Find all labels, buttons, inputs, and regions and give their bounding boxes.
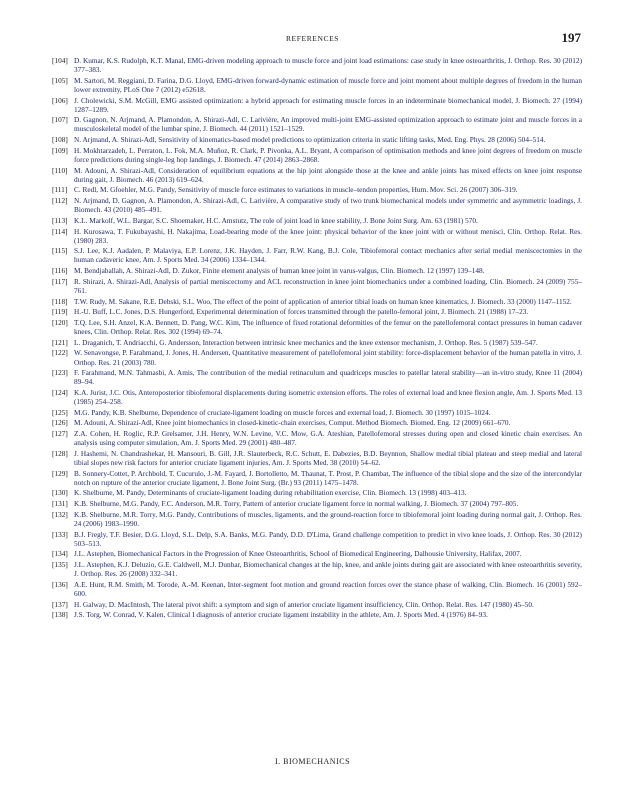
page-number: 197 [561,30,581,45]
reference-entry [52,266,582,275]
reference-number: [107] [52,115,68,125]
reference-text: F. Farahmand, M.N. Tahmasbi, A. Amis, The contribution of the medial retinaculum and quadriceps muscles to patellar lateral stability—an in-vitro study, Knee 11 (2004) 89–94. [74,368,582,387]
reference-entry [52,185,582,194]
reference-number: [128] [52,448,68,458]
reference-number: [118] [52,296,68,306]
reference-text: M. Adouni, A. Shirazi-Adl, Knee joint biomechanics in closed-kinetic-chain exercises, Comput. Method Biomech. Biomed. Eng. 12 (2009) 661–670. [74,418,511,428]
reference-number: [119] [52,307,68,317]
reference-text: K.B. Shelburne, M.G. Pandy, F.C. Anderson, M.R. Torry, Pattern of anterior cruciate ligament force in normal walking, J. Biomech. 37 (2004) 797–805. [74,499,519,509]
reference-number: [133] [52,529,68,539]
reference-entry [52,297,582,306]
reference-text: D. Gagnon, N. Arjmand, A. Plamondon, A. Shirazi-Adl, C. Larivière, An improved multi-joint EMG-assisted optimization approach to estimate joint and muscle forces in a musculoskeletal model of the lumbar spine, J. Biomech. 44 (2011) 1521–1529. [74,115,582,134]
reference-entry [52,600,582,609]
reference-text: J. Hashemi, N. Chandrashekar, H. Mansouri, B. Gill, J.R. Slauterbeck, R.C. Schutt, E. Dabezies, B.D. Beynnon, Shallow medial tibial plateau and steep medial and lateral tibial slopes new risk factors for anterior cruciate ligament injuries, Am. J. Sports Med. 38 (2010) 54–62. [74,448,582,467]
reference-number: [127] [52,429,68,439]
reference-number: [121] [52,337,68,347]
reference-text: K.A. Jurist, J.C. Otis, Anteroposterior tibiofemoral displacements during isometric extension efforts. The roles of external load and knee flexion angle, Am. J. Sports Med. 13 (1985) 254–258. [74,387,582,407]
reference-number: [116] [52,266,68,276]
reference-text: S.J. Lee, K.J. Aadalen, P. Malaviya, E.P. Lorenz, J.K. Hayden, J. Farr, R.W. Kang, B.J. Cole, Tibiofemoral contact mechanics after serial medial meniscectomies in the human cadaveric knee, Am. J. Sports Med. 34 (2006) 1334–1344. [74,246,582,265]
reference-text: H. Mokhtarzadeh, L. Perraton, L. Fok, M.A. Muñoz, R. Clark, P. Pivonka, A.L. Bryant, A comparison of optimisation methods and knee joint degrees of freedom on muscle force predictions during single-leg hop landings, J. Biomech. 47 (2014) 2863–2868. [74,145,582,164]
reference-number: [117] [52,276,68,286]
reference-text: L. Draganich, T. Andriacchi, G. Andersson, Interaction between intrinsic knee mechanics and the knee extensor mechanism, J. Orthop. Res. 5 (1987) 539–547. [74,337,538,347]
reference-entry [52,115,582,133]
reference-entry [52,610,582,619]
reference-text: C. Redl, M. Gfoehler, M.G. Pandy, Sensitivity of muscle force estimates to variations in muscle–tendon properties, Hum. Mov. Sci. 26 (2007) 306–319. [74,185,518,195]
reference-number: [138] [52,610,68,620]
reference-entry [52,388,582,406]
reference-number: [122] [52,348,68,358]
reference-entry [52,227,582,245]
reference-text: J. Cholewicki, S.M. McGill, EMG assisted optimization: a hybrid approach for estimating muscle forces in an indeterminate biomechanical model, J. Biomech. 27 (1994) 1287–1289. [74,95,582,114]
reference-entry [52,166,582,184]
reference-entry [52,146,582,164]
reference-entry [52,307,582,316]
reference-entry [52,560,582,578]
reference-number: [137] [52,599,68,609]
reference-number: [111] [52,185,68,195]
reference-number: [108] [52,135,68,145]
reference-text: M. Sartori, M. Reggiani, D. Farina, D.G. Lloyd, EMG-driven forward-dynamic estimation of muscle force and joint moment about multiple degrees of freedom in the human lower extremity, PLoS One 7 (2012) e52618. [74,75,582,94]
reference-text: R. Shirazi, A. Shirazi-Adl, Analysis of partial meniscectomy and ACL reconstruction in knee joint biomechanics under a combined loading, Clin. Biomech. 24 (2009) 755–761. [74,276,582,295]
reference-entry [52,449,582,467]
reference-number: [134] [52,549,68,559]
reference-text: B. Sonnery-Cottet, P. Archbold, T. Cucurulo, J.-M. Fayard, J. Bortolletto, M. Thaunat, T. Prost, P. Chambat, The influence of the tibial slope and the size of the intercondylar notch on rupture of the anterior cruciate ligament, J. Bone Joint Surg. (Br.) 93 (2011) 1475–1478. [74,468,582,487]
reference-text: B.J. Fregly, T.F. Besier, D.G. Lloyd, S.L. Delp, S.A. Banks, M.G. Pandy, D.D. D'Lima, Grand challenge competition to predict in vivo knee loads, J. Orthop. Res. 30 (2012) 503–513. [74,529,582,548]
reference-number: [130] [52,488,68,498]
reference-number: [125] [52,407,68,417]
reference-text: A.E. Hunt, R.M. Smith, M. Torode, A.-M. Keenan, Inter-segment foot motion and ground reaction forces over the stance phase of walking, Clin. Biomech. 16 (2001) 592–600. [74,579,582,598]
reference-number: [113] [52,215,68,225]
reference-text: T.W. Rudy, M. Sakane, R.E. Debski, S.L. Woo, The effect of the point of application of anterior tibial loads on human knee kinematics, J. Biomech. 33 (2000) 1147–1152. [74,296,572,306]
reference-entry [52,549,582,558]
reference-entry [52,76,582,94]
reference-text: N. Arjmand, A. Shirazi-Adl, Sensitivity of kinematics-based model predictions to optimization criteria in static lifting tasks, Med. Eng. Phys. 28 (2006) 504–514. [74,135,546,145]
reference-text: J.S. Torg, W. Conrad, V. Kalen, Clinical I diagnosis of anterior cruciate ligament instability in the athlete, Am. J. Sports Med. 4 (1976) 84–93. [74,610,488,620]
reference-entry [52,246,582,264]
running-head: REFERENCES [285,34,340,43]
reference-text: K.B. Shelburne, M.R. Torry, M.G. Pandy, Contributions of muscles, ligaments, and the ground-reaction force to tibiofemoral joint loading during normal gait, J. Orthop. Res. 24 (2006) 1983–1990. [74,509,582,528]
reference-entry [52,348,582,366]
reference-entry [52,408,582,417]
reference-text: M. Bendjaballah, A. Shirazi-Adl, D. Zukor, Finite element analysis of human knee joint in varus-valgus, Clin. Biomech. 12 (1997) 139–148. [74,266,485,276]
reference-text: D. Kumar, K.S. Rudolph, K.T. Manal, EMG-driven modeling approach to muscle force and joint load estimations: case study in knee osteoarthritis, J. Orthop. Res. 30 (2012) 377–383. [74,56,582,75]
reference-number: [126] [52,418,68,428]
reference-list [52,56,582,621]
reference-number: [112] [52,196,68,206]
reference-number: [136] [52,579,68,589]
reference-text: N. Arjmand, D. Gagnon, A. Plamondon, A. Shirazi-Adl, C. Larivière, A comparative study of two trunk biomechanical models under symmetric and asymmetric loadings, J. Biomech. 43 (2010) 485–491. [74,196,582,215]
reference-entry [52,196,582,214]
reference-entry [52,96,582,114]
reference-entry [52,488,582,497]
reference-text: T.Q. Lee, S.H. Anzel, K.A. Bennett, D. Pang, W.C. Kim, The influence of fixed rotational deformities of the femur on the patellofemoral contact pressures in human cadaver knees, Clin. Orthop. Relat. Res. 302 (1994) 69–74. [74,317,582,337]
reference-entry [52,510,582,528]
reference-text: K.L. Markolf, W.L. Bargar, S.C. Shoemaker, H.C. Amstutz, The role of joint load in knee stability, J. Bone Joint Surg. Am. 63 (1981) 570. [74,215,478,225]
reference-text: Z.A. Cohen, H. Roglic, R.P. Grelsamer, J.H. Henry, W.N. Levine, V.C. Mow, G.A. Ateshian, Patellofemoral stresses during open and closed kinetic chain exercises. An analysis using computer simulation, Am. J. Sports Med. 29 (2001) 480–487. [74,429,582,448]
reference-number: [132] [52,509,68,519]
reference-text: M. Adouni, A. Shirazi-Adl, Consideration of equilibrium equations at the hip joint alongside those at the knee and ankle joints has mixed effects on knee joint response during gait, J. Biomech. 46 (2013) 619–624. [74,165,582,184]
page-footer: I. BIOMECHANICS [274,757,351,766]
reference-number: [105] [52,75,68,85]
reference-entry [52,277,582,295]
reference-number: [131] [52,499,68,509]
reference-entry [52,135,582,144]
reference-entry [52,338,582,347]
reference-number: [114] [52,226,68,236]
reference-text: H.-U. Buff, L.C. Jones, D.S. Hungerford, Experimental determination of forces transmitted through the patello-femoral joint, J. Biomech. 21 (1988) 17–23. [74,307,529,317]
reference-number: [104] [52,56,68,65]
reference-entry [52,499,582,508]
reference-entry [52,368,582,386]
reference-text: W. Senavongse, P. Farahmand, J. Jones, H. Andersen, Quantitative measurement of patellofemoral joint stability: force-displacement behavior of the human patella in vitro, J. Orthop. Res. 21 (2003) 780. [74,348,582,367]
reference-number: [135] [52,560,68,570]
reference-text: H. Kurosawa, T. Fukubayashi, H. Nakajima, Load-bearing mode of the knee joint: physical behavior of the knee joint with or without menisci, Clin. Orthop. Relat. Res. (1980) 283. [74,226,582,245]
reference-entry [52,429,582,447]
reference-text: M.G. Pandy, K.B. Shelburne, Dependence of cruciate-ligament loading on muscle forces and external load, J. Biomech. 30 (1997) 1015–1024. [74,407,491,417]
reference-entry [52,530,582,548]
reference-number: [123] [52,368,68,378]
reference-entry [52,318,582,336]
reference-number: [110] [52,165,68,175]
reference-entry [52,216,582,225]
reference-number: [109] [52,145,68,155]
reference-text: J.L. Astephen, K.J. Deluzio, G.E. Caldwell, M.J. Dunbar, Biomechanical changes at the hip, knee, and ankle joints during gait are associated with knee osteoarthritis severity, J. Orthop. Res. 26 (2008) 332–341. [74,560,582,579]
reference-text: J.L. Astephen, Biomechanical Factors in the Progression of Knee Osteoarthritis, School of Biomedical Engineering, Dalhousie University, Halifax, 2007. [74,549,522,559]
reference-entry [52,469,582,487]
reference-number: [106] [52,95,68,105]
reference-text: H. Galway, D. MacIntosh, The lateral pivot shift: a symptom and sign of anterior cruciate ligament insufficiency, Clin. Orthop. Relat. Res. 147 (1980) 45–50. [74,599,534,609]
reference-entry [52,418,582,427]
page-header [44,30,581,46]
reference-number: [120] [52,317,68,327]
reference-entry [52,580,582,598]
reference-entry [52,56,582,74]
reference-text: K. Shelburne, M. Pandy, Determinants of cruciate-ligament loading during rehabilitation exercise, Clin. Biomech. 13 (1998) 403–413. [74,488,467,498]
reference-number: [129] [52,468,68,478]
reference-number: [124] [52,387,68,397]
reference-number: [115] [52,246,68,256]
